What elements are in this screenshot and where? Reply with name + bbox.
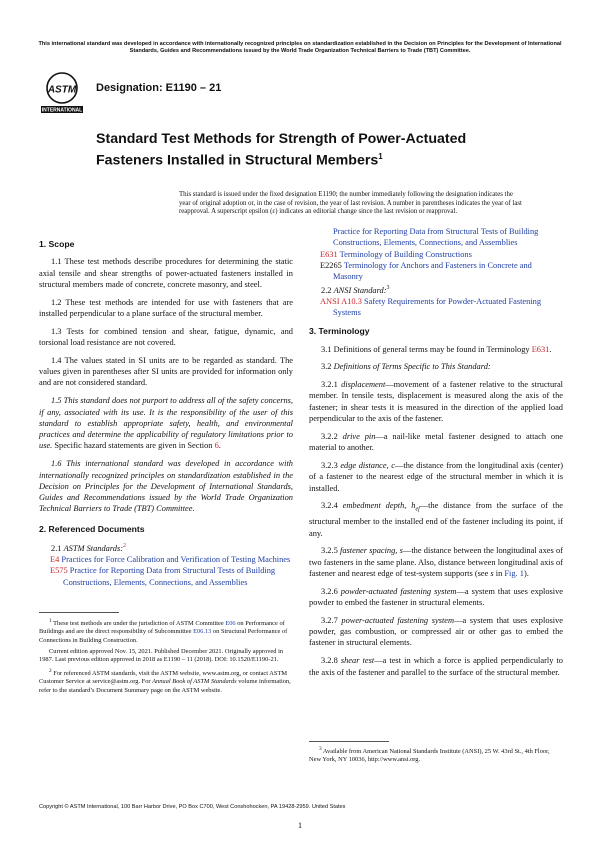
para-1-2: 1.2 These test methods are intended for use with fasteners that are installed perpendicular to a plane surface of the structural member. <box>39 297 293 318</box>
para-1-3: 1.3 Tests for combined tension and shear, fatigue, dynamic, and torsional load resistance are not covered. <box>39 326 293 348</box>
top-notice: This international standard was developed in accordance with internationally recognized principles on standardization established in the Decision on Principles for the Development of International Standards, Guides and Recommendations issued by the World Trade Organization Technical Barriers to Trade (TBT) Committee. <box>38 41 562 55</box>
page-number: 1 <box>297 820 303 830</box>
logo-text: ASTM <box>47 84 77 96</box>
def-power-actuated: 3.2.7 power-actuated fastening system—a system that uses explosive powder, gas combustion, or compressed air or other gas to embed the fastener in structural elements. <box>309 615 563 648</box>
footnote-rule-right <box>309 741 389 742</box>
fig-1-link[interactable]: Fig. 1 <box>504 569 524 578</box>
def-powder-actuated: 3.2.6 powder-actuated fastening system—a system that uses explosive powder to embed the fastener in structural elements. <box>309 586 564 608</box>
right-column <box>309 226 564 684</box>
para-1-6: 1.6 This international standard was developed in accordance with internationally recognized principles on standardization established in the Decision on Principles for the Development of International Standards, Guides and Recommendations issued by the World Trade Organization Technical Barriers to Trade (TBT) Committee. <box>39 459 293 514</box>
para-3-1: 3.1 Definitions of general terms may be found in Terminology E631. <box>321 344 552 354</box>
footnote-3: $^3$ Available from American National Standards Institute (ANSI), 25 W. 43rd St., 4th Floor, New York, NY 10036, http://www.ansi.org. <box>309 746 550 764</box>
logo-subtext: INTERNATIONAL <box>41 107 83 114</box>
para-1-4: 1.4 The values stated in SI units are to be regarded as standard. The values given in parentheses after SI units are provided for information only and are not considered standard. <box>39 355 293 388</box>
def-drive-pin: 3.2.2 drive pin—a nail-like metal fastener designed to attach one material to another. <box>309 431 563 453</box>
section-refdocs-heading: 2. Referenced Documents <box>39 523 145 534</box>
copyright: Copyright © ASTM International, 100 Barr Harbor Drive, PO Box C700, West Conshohocken, PA 19428-2959. United States <box>39 804 346 810</box>
section-scope-heading: 1. Scope <box>39 239 75 249</box>
designation: Designation: E1190 – 21 <box>96 82 222 94</box>
para-3-2: 3.2 Definitions of Terms Specific to This Standard: <box>321 362 491 372</box>
astm-standards-label: 2.1 ASTM Standards:$^2$ <box>51 543 127 553</box>
ref-e4[interactable]: E4 Practices for Force Calibration and Verification of Testing Machines <box>50 555 291 565</box>
issuance-note: This standard is issued under the fixed designation E1190; the number immediately following the designation indicates the year of original adoption or, in the case of revision, the year of last revision. A number in parentheses indicates the year of last reapproval. A superscript epsilon (ε) indicates an editorial change since the last revision or reapproval. <box>179 191 522 216</box>
footnote-2: $^2$ For referenced ASTM standards, visit the ASTM website, www.astm.org, or contact ASTM Customer Service at service@astm.org. For Annual Book of ASTM Standards volume information, refer to the standard’s Document Summary page on the ASTM website. <box>39 668 291 694</box>
def-fastener-spacing: 3.2.5 fastener spacing, s—the distance between the longitudinal axes of two fasteners in the same plane. Also, distance between longitudinal axis of fastener and nearest edge of test-system supports (see s in Fig. 1). <box>309 546 564 578</box>
para-1-1: 1.1 These test methods describe procedures for determining the static axial tensile and shear strengths of power-actuated fasteners installed in structural members made of concrete, concrete masonry, and steel. <box>39 257 293 289</box>
left-column <box>39 239 293 587</box>
page-title: Standard Test Methods for Strength of Power-Actuated Fasteners Installed in Structural Members$^1$ <box>96 131 467 169</box>
ref-e575-continued: Practice for Reporting Data from Structural Tests of Building Constructions, Elements, Connections, and Assemblies <box>333 226 539 247</box>
astm-logo <box>40 70 86 116</box>
para-1-5: 1.5 This standard does not purport to address all of the safety concerns, if any, associated with its use. It is the responsibility of the user of this standard to establish appropriate safety, health, and environmental practices and determine the applicability of regulatory limitations prior to use. Specific hazard statements are given in Section 6. <box>39 396 293 451</box>
ansi-standard-label: 2.2 ANSI Standard:$^3$ <box>321 284 390 295</box>
def-embedment-depth: 3.2.4 embedment depth, $h_{ef}—the$ distance from the surface of the structural member to the installed end of the fastener including its point, if any. <box>309 501 564 538</box>
footnote-1: $^1$ These test methods are under the jurisdiction of ASTM Committee E06 on Performance of Buildings and are the direct responsibility of Subcommittee E06.13 on Structural Performance of Connections in Building Construction. <box>39 618 288 644</box>
footnote-rule <box>39 612 119 613</box>
def-edge-distance: 3.2.3 edge distance, c—the distance from the longitudinal axis (center) of a fastener to the nearest edge of the structural member in which it is installed. <box>309 460 564 493</box>
footnote-1-edition: Current edition approved Nov. 15, 2021. Published December 2021. Originally approved in 1987. Last previous edition approved in 2018 as E1190 – 11 (2018). DOI: 10.1520/E1190-21. <box>39 647 284 663</box>
ref-e2265[interactable]: E2265 Terminology for Anchors and Fasteners in Concrete and Masonry <box>320 261 532 282</box>
footnotes-left <box>39 617 293 698</box>
ref-e631[interactable]: E631 Terminology of Building Constructions <box>320 249 472 259</box>
section-6-link[interactable]: 6 <box>214 441 219 451</box>
ref-ansi-a10-3[interactable]: ANSI A10.3 Safety Requirements for Powder-Actuated Fastening Systems <box>320 296 542 317</box>
ref-e575[interactable]: E575 Practice for Reporting Data from Structural Tests of Building Constructions, Elements, Connections, and Assemblies <box>50 566 276 587</box>
def-shear-test: 3.2.8 shear test—a test in which a force is applied perpendicularly to the axis of the fastener and parallel to the surface of the structural member. <box>309 656 563 677</box>
section-terminology-heading: 3. Terminology <box>309 326 370 337</box>
def-displacement: 3.2.1 displacement—movement of a fastener relative to the structural member. In tensile tests, displacement is measured along the axis of the fastener; in shear tests it is measured in the direction of the applied load perpendicular to the axis of the fastener. <box>309 380 564 424</box>
